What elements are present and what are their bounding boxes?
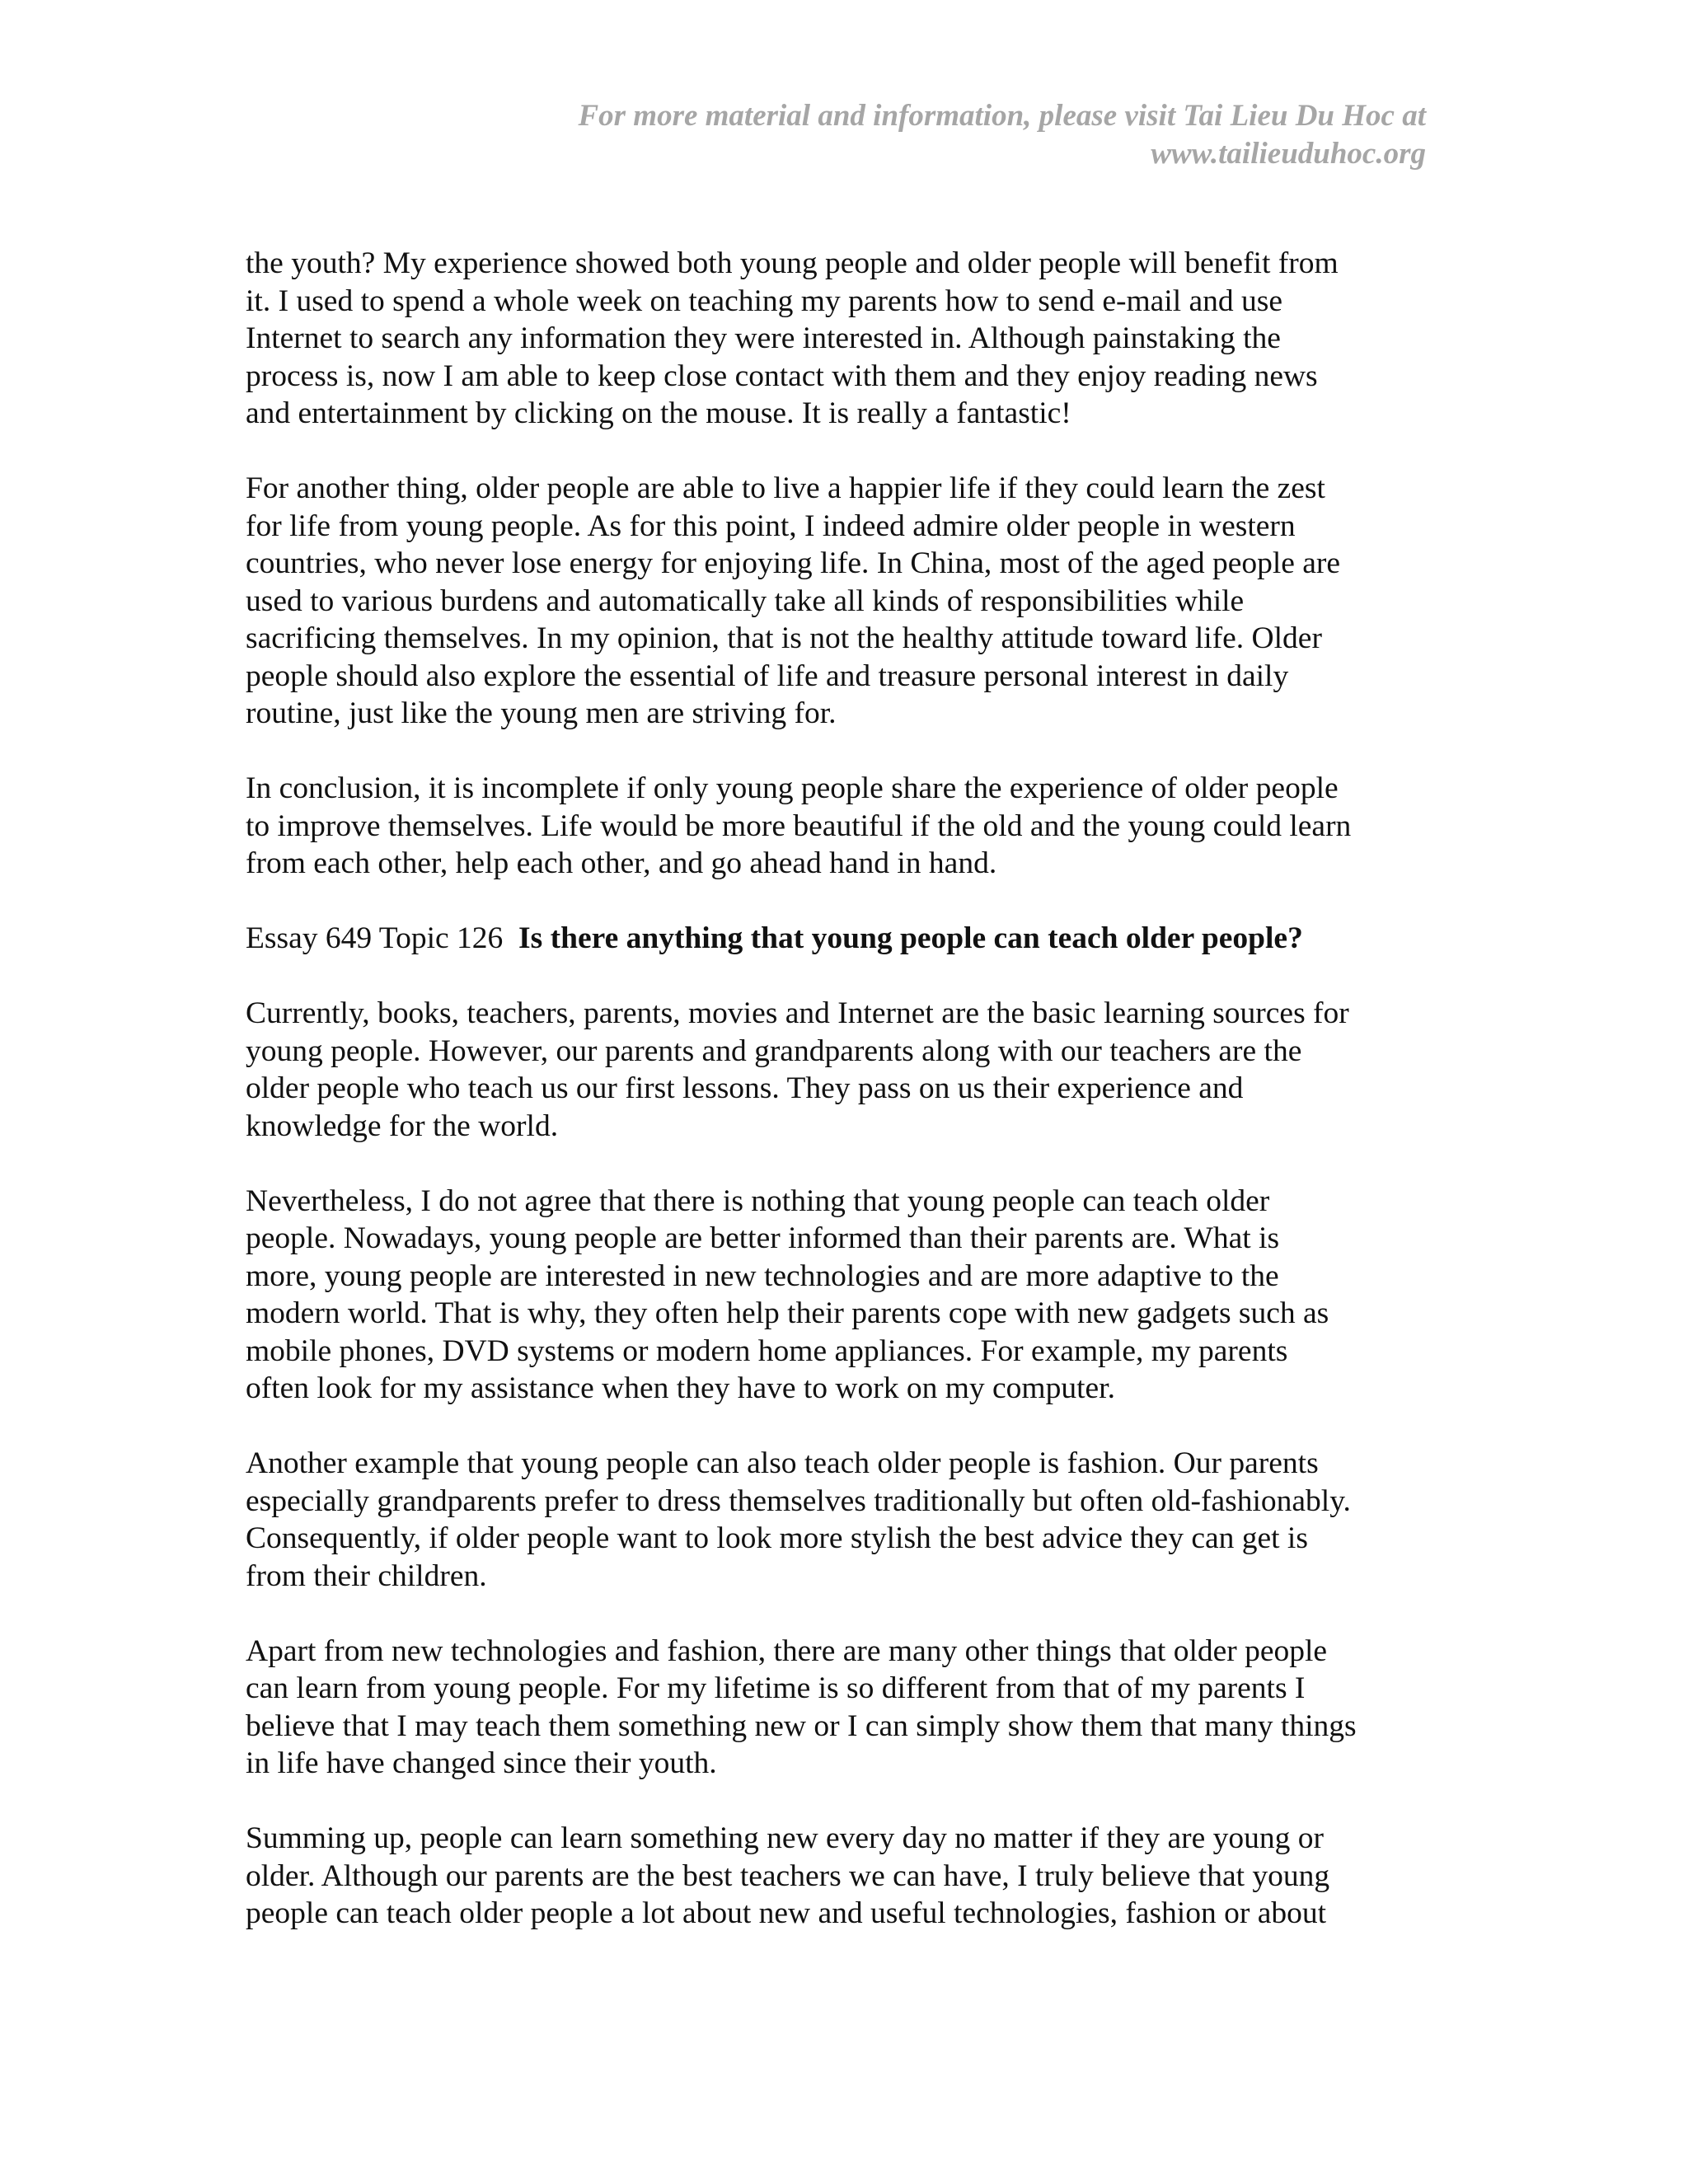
- text-line: For another thing, older people are able to live a happier life if they could learn the zest: [246, 471, 1325, 505]
- text-line: often look for my assistance when they have to work on my computer.: [246, 1371, 1115, 1405]
- text-line: Internet to search any information they were interested in. Although painstaking the: [246, 321, 1281, 355]
- paragraph: [246, 770, 1441, 883]
- paragraph: [246, 1183, 1441, 1408]
- text-line: Consequently, if older people want to look more stylish the best advice they can get is: [246, 1521, 1308, 1555]
- text-line: mobile phones, DVD systems or modern home appliances. For example, my parents: [246, 1333, 1288, 1368]
- paragraph: [246, 1820, 1441, 1933]
- text-line: routine, just like the young men are striving for.: [246, 696, 837, 730]
- essay-heading: [246, 920, 1441, 958]
- text-line: knowledge for the world.: [246, 1108, 559, 1143]
- text-line: older people who teach us our first lessons. They pass on us their experience and: [246, 1071, 1244, 1105]
- text-line: sacrificing themselves. In my opinion, that is not the healthy attitude toward life. Older: [246, 621, 1322, 655]
- text-line: Currently, books, teachers, parents, movies and Internet are the basic learning sources for: [246, 996, 1349, 1030]
- text-line: can learn from young people. For my lifetime is so different from that of my parents I: [246, 1671, 1306, 1705]
- essay-title: Is there anything that young people can teach older people?: [518, 921, 1303, 955]
- text-line: process is, now I am able to keep close contact with them and they enjoy reading news: [246, 359, 1318, 393]
- text-line: Nevertheless, I do not agree that there is nothing that young people can teach older: [246, 1183, 1270, 1218]
- header-line-1: For more material and information, please visit Tai Lieu Du Hoc at: [578, 99, 1426, 133]
- text-line: used to various burdens and automatically take all kinds of responsibilities while: [246, 583, 1245, 618]
- text-line: Apart from new technologies and fashion, there are many other things that older people: [246, 1633, 1328, 1668]
- text-line: from each other, help each other, and go ahead hand in hand.: [246, 846, 997, 880]
- text-line: to improve themselves. Life would be more beautiful if the old and the young could learn: [246, 808, 1352, 843]
- paragraph: [246, 470, 1441, 733]
- document-body: [246, 245, 1441, 1970]
- text-line: the youth? My experience showed both young people and older people will benefit from: [246, 246, 1339, 280]
- text-line: for life from young people. As for this point, I indeed admire older people in western: [246, 509, 1296, 543]
- text-line: people. Nowadays, young people are better informed than their parents are. What is: [246, 1221, 1280, 1255]
- essay-label: Essay 649 Topic 126: [246, 921, 504, 955]
- text-line: especially grandparents prefer to dress themselves traditionally but often old-fashionably.: [246, 1483, 1351, 1518]
- text-line: young people. However, our parents and grandparents along with our teachers are the: [246, 1033, 1302, 1068]
- text-line: it. I used to spend a whole week on teaching my parents how to send e-mail and use: [246, 284, 1283, 318]
- header-url: www.tailieuduhoc.org: [1151, 137, 1426, 171]
- text-line: more, young people are interested in new technologies and are more adaptive to the: [246, 1258, 1279, 1293]
- paragraph: [246, 995, 1441, 1145]
- paragraph: [246, 1633, 1441, 1783]
- text-line: modern world. That is why, they often help their parents cope with new gadgets such as: [246, 1296, 1329, 1330]
- paragraph: [246, 1445, 1441, 1595]
- text-line: people should also explore the essential of life and treasure personal interest in daily: [246, 658, 1289, 693]
- text-line: older. Although our parents are the best teachers we can have, I truly believe that young: [246, 1858, 1330, 1893]
- text-line: Summing up, people can learn something new every day no matter if they are young or: [246, 1821, 1324, 1855]
- paragraph: [246, 245, 1441, 433]
- text-line: Another example that young people can also teach older people is fashion. Our parents: [246, 1446, 1319, 1480]
- text-line: In conclusion, it is incomplete if only young people share the experience of older people: [246, 771, 1339, 805]
- text-line: believe that I may teach them something new or I can simply show them that many things: [246, 1708, 1357, 1743]
- text-line: people can teach older people a lot about new and useful technologies, fashion or about: [246, 1896, 1327, 1930]
- text-line: countries, who never lose energy for enjoying life. In China, most of the aged people are: [246, 546, 1341, 580]
- text-line: in life have changed since their youth.: [246, 1746, 717, 1780]
- text-line: and entertainment by clicking on the mouse. It is really a fantastic!: [246, 396, 1071, 430]
- text-line: from their children.: [246, 1558, 487, 1593]
- page-header: [437, 97, 1426, 173]
